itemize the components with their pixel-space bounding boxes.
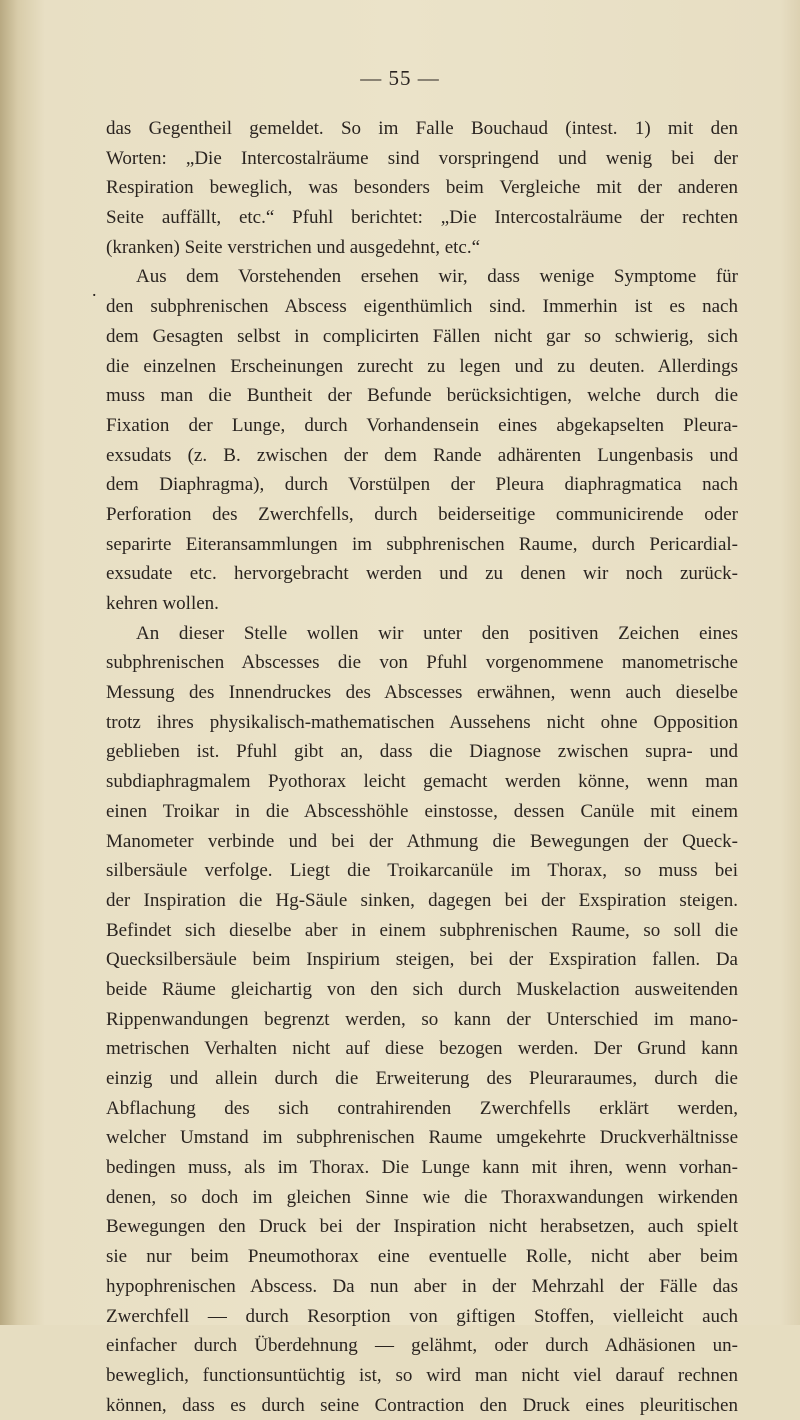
text-line: trotz ihres physikalisch-mathematischen Aussehens nicht ohne Opposition <box>106 711 738 733</box>
text-line: einzig und allein durch die Erweiterung des Pleuraraumes, durch die <box>106 1068 738 1089</box>
text-line: einen Troikar in die Abscesshöhle einstosse, dessen Canüle mit einem <box>106 800 738 822</box>
text-line: der Inspiration die Hg-Säule sinken, dagegen bei der Exspiration steigen. <box>106 889 738 911</box>
text-line: Seite auffällt, etc.“ Pfuhl berichtet: „Die Intercostalräume der rechten <box>106 207 738 229</box>
text-line: Aus dem Vorstehenden ersehen wir, dass wenige Symptome für <box>136 266 738 288</box>
text-line: können, dass es durch seine Contraction den Druck eines pleuritischen <box>106 1394 738 1416</box>
text-line: die einzelnen Erscheinungen zurecht zu legen und zu deuten. Allerdings <box>106 355 738 377</box>
text-line: einfacher durch Überdehnung — gelähmt, oder durch Adhäsionen un- <box>106 1335 738 1357</box>
text-line: geblieben ist. Pfuhl gibt an, dass die Diagnose zwischen supra- und <box>106 741 738 763</box>
text-line: beide Räume gleichartig von den sich durch Muskelaction ausweitenden <box>106 978 738 1000</box>
text-line: sie nur beim Pneumothorax eine eventuelle Rolle, nicht aber beim <box>106 1246 738 1268</box>
text-line: muss man die Buntheit der Befunde berücksichtigen, welche durch die <box>106 385 738 407</box>
text-line: (kranken) Seite verstrichen und ausgedehnt, etc.“ <box>106 236 481 258</box>
text-line: Perforation des Zwerchfells, durch beiderseitige communicirende oder <box>106 503 738 525</box>
text-line: Worten: „Die Intercostalräume sind vorspringend und wenig bei der <box>106 147 738 169</box>
text-line: silbersäule verfolge. Liegt die Troikarcanüle im Thorax, so muss bei <box>106 860 738 882</box>
text-line: bedingen muss, als im Thorax. Die Lunge kann mit ihren, wenn vorhan- <box>106 1157 738 1179</box>
text-line: exsudats (z. B. zwischen der dem Rande adhärenten Lungenbasis und <box>106 444 738 466</box>
text-line: Abflachung des sich contrahirenden Zwerchfells erklärt werden, <box>106 1097 738 1119</box>
text-line: Respiration beweglich, was besonders beim Vergleiche mit der anderen <box>106 177 738 199</box>
text-line: subphrenischen Abscesses die von Pfuhl vorgenommene manometrische <box>106 652 738 674</box>
text-line: hypophrenischen Abscess. Da nun aber in der Mehrzahl der Fälle das <box>106 1275 738 1297</box>
text-line: metrischen Verhalten nicht auf diese bezogen werden. Der Grund kann <box>106 1038 738 1060</box>
margin-mark: . <box>92 280 97 300</box>
text-line: subdiaphragmalem Pyothorax leicht gemacht werden könne, wenn man <box>106 771 738 793</box>
text-line: das Gegentheil gemeldet. So im Falle Bouchaud (intest. 1) mit den <box>106 118 738 139</box>
text-line: dem Gesagten selbst in complicirten Fällen nicht gar so schwierig, sich <box>106 325 738 347</box>
text-line: kehren wollen. <box>106 593 219 614</box>
text-line: separirte Eiteransammlungen im subphrenischen Raume, durch Pericardial- <box>106 533 738 555</box>
text-line: beweglich, functionsuntüchtig ist, so wird man nicht viel darauf rechnen <box>106 1364 738 1386</box>
body-text <box>106 114 738 1420</box>
text-line: Manometer verbinde und bei der Athmung die Bewegungen der Queck- <box>106 830 738 852</box>
text-line: denen, so doch im gleichen Sinne wie die Thoraxwandungen wirkenden <box>106 1186 738 1208</box>
text-line: Befindet sich dieselbe aber in einem subphrenischen Raume, so soll die <box>106 919 738 941</box>
text-line: Zwerchfell — durch Resorption von giftigen Stoffen, vielleicht auch <box>106 1305 738 1327</box>
text-line: Bewegungen den Druck bei der Inspiration nicht herabsetzen, auch spielt <box>106 1216 738 1238</box>
text-line: Messung des Innendruckes des Abscesses erwähnen, wenn auch dieselbe <box>106 682 738 704</box>
text-line: Quecksilbersäule beim Inspirium steigen, bei der Exspiration fallen. Da <box>106 949 738 971</box>
text-line: dem Diaphragma), durch Vorstülpen der Pleura diaphragmatica nach <box>106 474 738 496</box>
text-line: An dieser Stelle wollen wir unter den positiven Zeichen eines <box>136 622 738 644</box>
text-line: welcher Umstand im subphrenischen Raume umgekehrte Druckverhältnisse <box>106 1127 738 1149</box>
text-line: exsudate etc. hervorgebracht werden und zu denen wir noch zurück- <box>106 563 738 585</box>
text-line: Rippenwandungen begrenzt werden, so kann der Unterschied im mano- <box>106 1008 738 1030</box>
page-number: — 55 — <box>360 66 440 90</box>
text-line: Fixation der Lunge, durch Vorhandensein eines abgekapselten Pleura- <box>106 414 738 436</box>
text-line: den subphrenischen Abscess eigenthümlich sind. Immerhin ist es nach <box>106 296 738 318</box>
